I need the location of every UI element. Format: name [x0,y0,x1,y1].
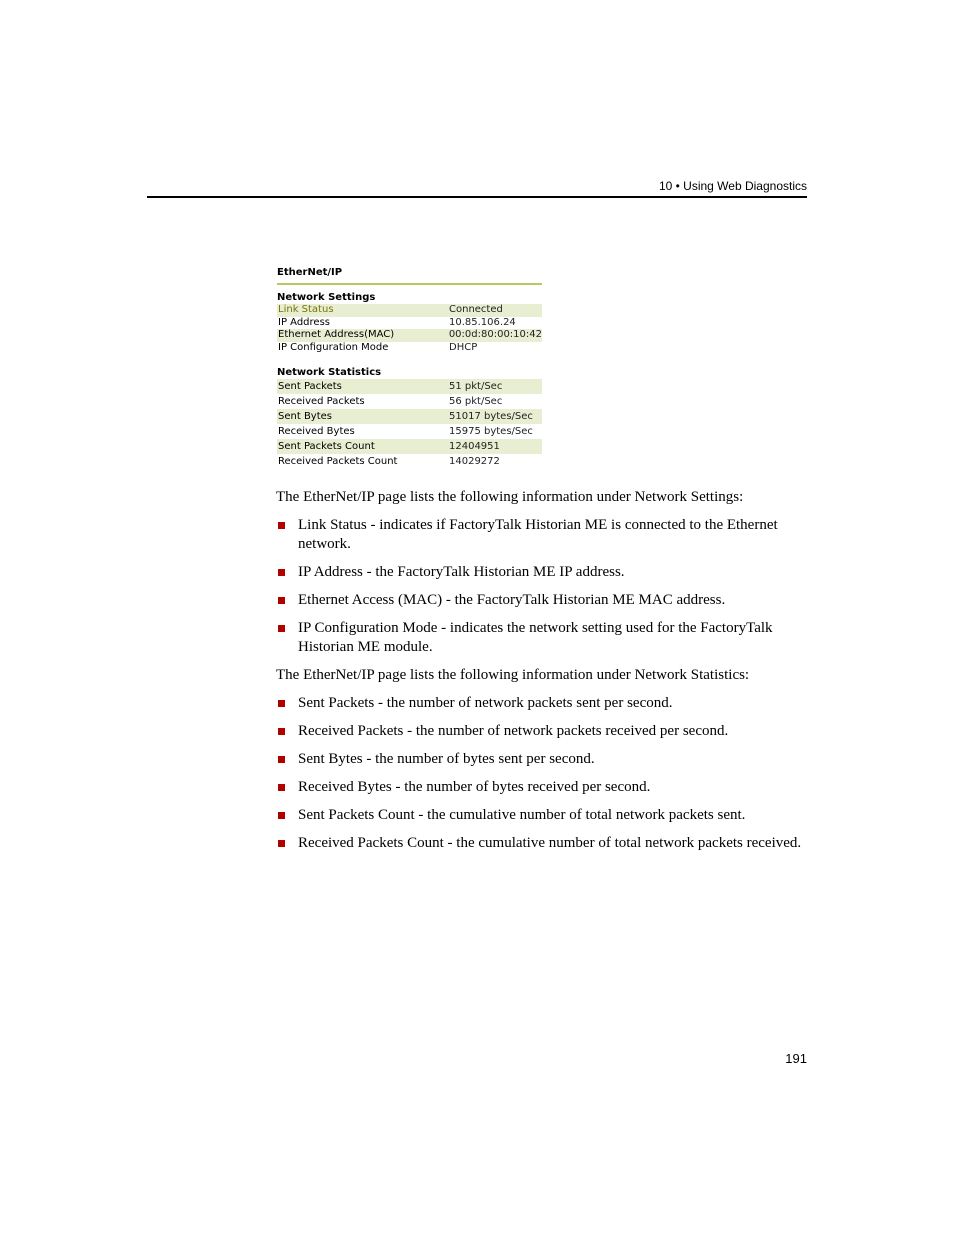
intro-settings-paragraph: The EtherNet/IP page lists the following information under Network Settings: [276,489,744,505]
settings-row-mac-address [277,329,542,342]
row-label: Sent Packets Count [278,441,375,452]
stats-row-sent-bytes [277,409,542,424]
network-settings-heading: Network Settings [277,292,376,303]
list-item-text: Received Bytes - the number of bytes received per second. [298,779,651,795]
stats-row-sent-packets-count [277,439,542,454]
stats-row-received-bytes [277,424,542,439]
list-item [276,750,811,769]
list-item-text: IP Address - the FactoryTalk Historian ME IP address. [298,564,625,580]
network-settings-section [277,291,542,354]
list-item-text: Sent Bytes - the number of bytes sent per second. [298,751,595,767]
row-label: Sent Packets [278,381,342,392]
stats-row-received-packets [277,394,542,409]
bullet-square-icon [278,522,285,529]
list-item [276,619,811,657]
bullet-square-icon [278,625,285,632]
settings-bullet-list [276,516,811,657]
settings-row-link-status [277,304,542,317]
panel-title: EtherNet/IP [277,267,343,278]
row-value: DHCP [449,341,478,353]
list-item [276,516,811,554]
bullet-square-icon [278,812,285,819]
list-item [276,694,811,713]
list-item [276,778,811,797]
row-value: 14029272 [449,456,500,467]
row-label: IP Configuration Mode [278,341,389,353]
network-statistics-heading: Network Statistics [277,367,382,378]
list-item [276,806,811,825]
row-value: 00:0d:80:00:10:42 [448,329,542,340]
row-value: 51017 bytes/Sec [449,411,533,422]
list-item-text: Sent Packets Count - the cumulative number of total network packets sent. [298,807,746,823]
page-number: 191 [785,1051,807,1066]
row-value: 15975 bytes/Sec [449,426,533,437]
panel-title-rule [277,283,542,285]
stats-row-sent-packets [277,379,542,394]
bullet-square-icon [278,569,285,576]
bullet-square-icon [278,840,285,847]
list-item-text: IP Configuration Mode - indicates the network setting used for the FactoryTalk Historian ME module. [298,620,773,655]
list-item [276,722,811,741]
row-label: Received Bytes [278,426,355,437]
row-label: Ethernet Address(MAC) [278,329,395,340]
list-item-text: Ethernet Access (MAC) - the FactoryTalk Historian ME MAC address. [298,592,726,608]
list-item-text: Sent Packets - the number of network packets sent per second. [298,695,673,711]
bullet-square-icon [278,756,285,763]
settings-row-ip-address [277,317,542,330]
row-label[interactable]: Link Status [278,304,334,315]
row-value: 51 pkt/Sec [449,381,503,392]
stats-row-received-packets-count [277,454,542,469]
row-value: 12404951 [449,441,500,452]
bullet-square-icon [278,700,285,707]
row-label: IP Address [278,316,330,328]
list-item [276,563,811,582]
section-gap [277,354,542,366]
bullet-square-icon [278,728,285,735]
ethernet-ip-screenshot [277,266,542,469]
list-item-text: Received Packets Count - the cumulative number of total network packets received. [298,835,802,851]
bullet-square-icon [278,784,285,791]
list-item-text: Link Status - indicates if FactoryTalk Historian ME is connected to the Ethernet network. [298,517,778,552]
row-label: Received Packets [278,396,365,407]
body-text [276,488,811,862]
header-rule [147,196,807,198]
row-value: 56 pkt/Sec [449,396,503,407]
row-value: Connected [449,304,503,315]
row-label: Sent Bytes [278,411,332,422]
running-header [659,179,807,193]
bullet-square-icon [278,597,285,604]
list-item [276,834,811,853]
list-item [276,591,811,610]
network-statistics-section [277,366,542,469]
settings-row-ip-config-mode [277,342,542,355]
intro-statistics-paragraph: The EtherNet/IP page lists the following information under Network Statistics: [276,667,750,683]
chapter-label: 10 • Using Web Diagnostics [658,179,807,193]
row-label: Received Packets Count [278,456,398,467]
statistics-bullet-list [276,694,811,853]
list-item-text: Received Packets - the number of network packets received per second. [298,723,729,739]
row-value: 10.85.106.24 [449,316,516,328]
